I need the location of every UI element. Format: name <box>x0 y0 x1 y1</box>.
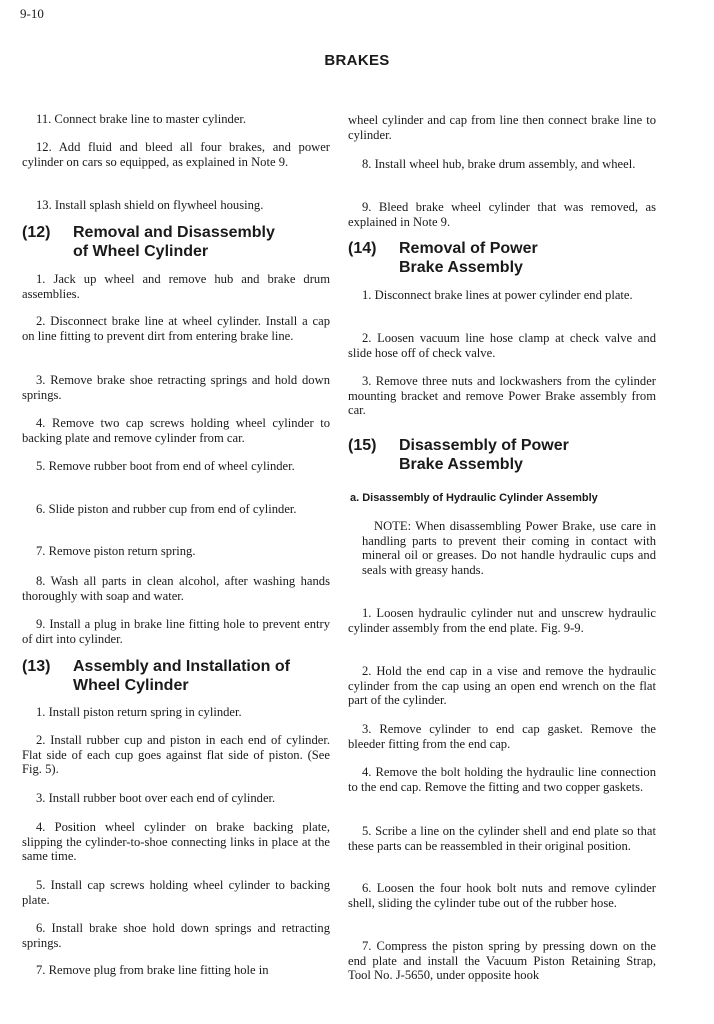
paragraph: 1. Install piston return spring in cylinder. <box>36 705 242 719</box>
section-title: BRAKES <box>324 52 390 69</box>
paragraph: 6. Slide piston and rubber cup from end of cylinder. <box>36 502 297 516</box>
paragraph: 12. Add fluid and bleed all four brakes, and power cylinder on cars so equipped, as explained in Note 9. <box>22 140 330 169</box>
heading-number: (13) <box>22 658 51 675</box>
paragraph: 7. Remove plug from brake line fitting hole in <box>36 963 269 977</box>
paragraph: 9. Install a plug in brake line fitting hole to prevent entry of dirt into cylinder. <box>22 617 330 646</box>
paragraph: 2. Disconnect brake line at wheel cylinder. Install a cap on line fitting to prevent dirt from entering brake line. <box>22 314 330 343</box>
paragraph: 4. Remove two cap screws holding wheel cylinder to backing plate and remove cylinder from car. <box>22 416 330 445</box>
heading-title: Removal and Disassembly of Wheel Cylinder <box>73 224 275 260</box>
paragraph: 1. Jack up wheel and remove hub and brake drum assemblies. <box>22 272 330 301</box>
paragraph: 7. Compress the piston spring by pressing down on the end plate and install the Vacuum Piston Retaining Strap, Tool No. J-5650, under opposite hook <box>348 939 656 983</box>
subsection-heading: a. Disassembly of Hydraulic Cylinder Assembly <box>350 492 598 504</box>
heading-number: (12) <box>22 224 51 241</box>
paragraph: 3. Remove three nuts and lockwashers from the cylinder mounting bracket and remove Power Brake assembly from car. <box>348 374 656 418</box>
section-heading <box>348 239 656 277</box>
paragraph: 2. Install rubber cup and piston in each end of cylinder. Flat side of each cup goes against flat side of piston. (See Fig. 5). <box>22 733 330 777</box>
paragraph: 5. Scribe a line on the cylinder shell and end plate so that these parts can be reassembled in their original position. <box>348 824 656 853</box>
paragraph: 4. Position wheel cylinder on brake backing plate, slipping the cylinder-to-shoe connecting links in place at the same time. <box>22 820 330 864</box>
paragraph: 9. Bleed brake wheel cylinder that was removed, as explained in Note 9. <box>348 200 656 229</box>
heading-number: (14) <box>348 240 377 257</box>
paragraph: 5. Remove rubber boot from end of wheel cylinder. <box>36 459 295 473</box>
paragraph: 3. Install rubber boot over each end of cylinder. <box>36 791 276 805</box>
paragraph: 11. Connect brake line to master cylinder. <box>36 112 247 126</box>
heading-title: Removal of Power Brake Assembly <box>399 240 538 276</box>
section-heading <box>22 223 330 261</box>
paragraph: 1. Disconnect brake lines at power cylinder end plate. <box>362 288 633 302</box>
paragraph: 2. Hold the end cap in a vise and remove the hydraulic cylinder from the cap using an open end wrench on the flat part of the cylinder. <box>348 664 656 708</box>
paragraph: 5. Install cap screws holding wheel cylinder to backing plate. <box>22 878 330 907</box>
note: NOTE: When disassembling Power Brake, use care in handling parts to prevent their coming in contact with mineral oil or greases. Do not handle hydraulic cups and seals with greasy hands. <box>362 519 656 577</box>
heading-number: (15) <box>348 437 377 454</box>
paragraph: 13. Install splash shield on flywheel housing. <box>36 198 264 212</box>
paragraph: 6. Install brake shoe hold down springs and retracting springs. <box>22 921 330 950</box>
paragraph: 4. Remove the bolt holding the hydraulic line connection to the end cap. Remove the fitting and two copper gaskets. <box>348 765 656 794</box>
paragraph: 1. Loosen hydraulic cylinder nut and unscrew hydraulic cylinder assembly from the end plate. Fig. 9-9. <box>348 606 656 635</box>
paragraph: 6. Loosen the four hook bolt nuts and remove cylinder shell, sliding the cylinder tube out of the rubber hose. <box>348 881 656 910</box>
paragraph: 2. Loosen vacuum line hose clamp at check valve and slide hose off of check valve. <box>348 331 656 360</box>
heading-title: Assembly and Installation of Wheel Cylinder <box>73 658 290 694</box>
paragraph: wheel cylinder and cap from line then connect brake line to cylinder. <box>348 113 656 142</box>
paragraph: 8. Install wheel hub, brake drum assembly, and wheel. <box>362 157 636 171</box>
paragraph: 3. Remove brake shoe retracting springs and hold down springs. <box>22 373 330 402</box>
paragraph: 3. Remove cylinder to end cap gasket. Remove the bleeder fitting from the end cap. <box>348 722 656 751</box>
paragraph: 8. Wash all parts in clean alcohol, after washing hands thoroughly with soap and water. <box>22 574 330 603</box>
heading-title: Disassembly of Power Brake Assembly <box>399 437 569 473</box>
page-number: 9-10 <box>20 6 44 21</box>
paragraph: 7. Remove piston return spring. <box>36 544 196 558</box>
section-heading <box>348 436 656 474</box>
section-heading <box>22 657 330 695</box>
